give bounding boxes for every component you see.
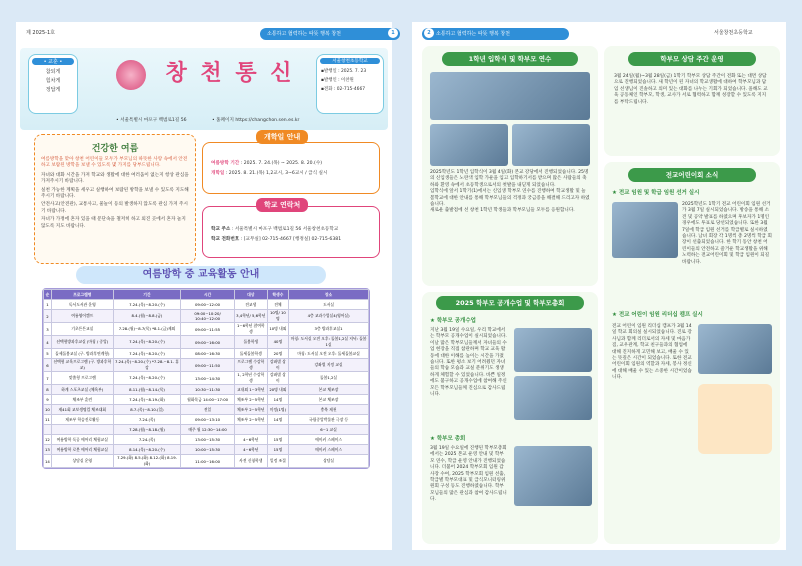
program-cell: 일정 조절 <box>267 455 289 468</box>
program-cell: 체조부 훈련 <box>51 395 113 405</box>
program-cell: 10:00~15:30 <box>181 445 235 455</box>
issue-date: ▪발행일 : 2025. 7. 23 <box>321 69 367 74</box>
contact-box <box>202 206 380 258</box>
program-row <box>44 415 369 425</box>
program-row <box>44 435 369 445</box>
program-row <box>44 310 369 323</box>
freshman-body: 2025학년도 1학년 입학식이 3월 4일(화) 본교 강당에서 진행되었습니다. 25명의 신입생들은 노란색 입학 가운을 입고 입학하기서를 받으며 많은 사람들의 축하와 환영 속에서 초등학생으로서의 첫발을 내딛게 되었습니다. 입학식에 앞서 1학기(1)에서는 신입생 학부모 연수를 진행하여 학교생활 및 늘봄학교에 대한 안내를 통해 학부모님들의 걱정과 궁금증을 해결해 드리고자 하였습니다. 새로운 출발점에 선 창천 1학년 학생들과 학부모님들 모두를 응원합니다. <box>430 170 590 214</box>
election-body: 2025학년도 1학기 전교 어린이회 임원 선거가 3월 7일 실시되었습니다. 방송을 통해 소견 및 공약 발표를 하였으며 후보자가 1명인 경우에도 투표로 당선되었습니다. 또한 3월 7일에 학급 임원 선거를 학급별로 실시하였습니다. 남녀 회장 각 1명씩 총 2명씩 학급 회장이 선출되었습니다. 한 학기 동안 창천 어린이들의 안전하고 즐거운 학교생활을 위해 노력하는 전교어린이회 및 학급 임원이 되길 바랍니다. <box>682 202 772 265</box>
program-cell: 13 <box>44 445 52 455</box>
motto-item: 정답게 <box>45 87 61 93</box>
program-cell: 3층 방과후교실1 <box>289 323 369 336</box>
program-cell: 7.24.(목)~8.20.(수) <box>113 336 180 349</box>
program-column-header: 프로그램명 <box>51 290 113 300</box>
program-cell: 4 <box>44 336 52 349</box>
program-cell: 3 <box>44 323 52 336</box>
motto-box <box>28 54 78 114</box>
program-cell: 충북 제천 <box>289 405 369 415</box>
homepage-link[interactable]: • 홈페이지 https://changchon.sen.es.kr <box>212 118 300 123</box>
photo-election <box>612 202 678 258</box>
page-number-right: 2 <box>424 28 434 38</box>
program-cell: 7.24.(목)~8.20.(수) *7.28.~8.1. 휴강 <box>115 359 179 370</box>
photo-freshman-2 <box>512 124 590 166</box>
program-cell: 교내외 1~3학년 <box>234 385 267 395</box>
start-date: : 2025. 8. 21.(목) 1,2교시, 3~6교시 / 급식 실시 <box>225 171 328 177</box>
program-cell: 3,4학년/ 5,6학년 <box>234 310 267 323</box>
program-cell: 6~1 교실 <box>289 425 369 435</box>
program-cell: 선택형방과후교실 (마칭 / 중앙) <box>51 336 113 349</box>
program-cell: 강좌별 상이 <box>267 372 289 385</box>
left-page <box>16 22 395 550</box>
right-page <box>412 22 786 550</box>
program-cell: 20명 <box>267 349 289 359</box>
health-item: 실천 가능한 계획을 세우고 실행하여 보람된 방학을 보낼 수 있도록 지도해 주시기 바랍니다. <box>41 187 189 200</box>
program-cell: 마칭: 도서실 오전 오후: 돌세돌봄교실 <box>289 349 369 359</box>
program-cell: 7.24.(목) <box>113 415 180 425</box>
program-cell: 강좌별 상이 <box>267 359 289 372</box>
program-cell: 6 <box>44 359 52 372</box>
program-cell: 7.24.(목)~8.19.(화) <box>113 395 180 405</box>
program-cell: 여름방학 로봇 에어리 체험교실 <box>51 445 113 455</box>
health-intro: 여름방학을 맞아 창천 어린이들 모두가 부모님의 따뜻한 사랑 속에서 안전하고 보람된 방학을 보낼 수 있도록 몇 가지를 당부드립니다. <box>41 157 188 169</box>
program-cell: 1, 2학년 수강학생 <box>234 372 267 385</box>
program-cell: 09:00~12:00 <box>181 300 235 310</box>
health-item: 자녀와 대화 시간을 가져 학교와 생활에 대한 여러움이 없는지 항상 관심을 가져주시기 바랍니다. <box>41 172 189 185</box>
phone-value: : [교무실] 02-715-4667 [행정실] 02-715-6381 <box>240 237 342 243</box>
health-title: 건강한 여름 <box>91 144 139 154</box>
program-cell: 상담실 운영 <box>51 455 113 468</box>
program-cell <box>51 425 113 435</box>
council-title: 전교어린이회 소식 <box>628 168 756 182</box>
program-cell: 14명 <box>267 395 289 405</box>
school-address: • 서울특별시 마포구 백범로1길 56 <box>116 118 187 123</box>
program-cell: 7.28.(월)~8.7(목) *8.1.(금)제외 <box>113 323 180 336</box>
program-cell: 상담실 <box>289 455 369 468</box>
flower-icon <box>116 60 146 90</box>
phone-label: 학교 전화번호 <box>211 237 240 243</box>
program-cell: 10:30~11:30 <box>181 385 235 395</box>
program-cell: 1 <box>44 300 52 310</box>
program-cell: 월화목금 14:00~17:00 <box>181 395 235 405</box>
vacation-label: 여름방학 기간 <box>211 161 240 166</box>
health-box <box>34 134 196 264</box>
vacation-period: : 2025. 7. 24.(목) ~ 2025. 8. 20.(수) <box>240 161 323 166</box>
open-class-body: 지난 3월 19일 수요일, 우리 학교에서는 학부모 공개수업이 실시되었습니다. 이날 많은 학부모님들께서 자녀들의 수업 현장을 직접 참관하며 학교 교육 활동에 대한 이해를 높이는 시간을 가졌습니다. 또한 평소 보기 어려웠던 자녀들의 학습 모습과 교실 분위기도 생생하게 체험할 수 있었습니다. 바쁜 일정에도 불구하고 공개수업에 참여해 주신 모든 학부모님들께 진심으로 감사드립니다. <box>430 328 507 398</box>
program-cell: 기초튼튼교실 <box>51 323 113 336</box>
program-cell: 하계 스포츠교실 (체육부) <box>51 385 113 395</box>
program-cell: 7.24.(목)~8.20.(수) <box>113 300 180 310</box>
program-cell: 체조부 2~5학년 <box>234 405 267 415</box>
contact-title: 학교 연락처 <box>256 198 308 212</box>
program-cell: 8 <box>44 385 52 395</box>
program-cell: 여름영어캠프 <box>51 310 113 323</box>
program-cell: 12 <box>44 435 52 445</box>
program-cell: 15명 <box>267 445 289 455</box>
motto-title: • 교훈 • <box>32 58 74 65</box>
program-cell: 4~6학년 <box>234 435 267 445</box>
program-cell: 7.28.(월)~8.18.(월) <box>113 425 180 435</box>
program-cell: 13:00~14:30 <box>181 372 235 385</box>
program-cell: 13:00~15:30 <box>181 435 235 445</box>
program-cell: 20명 내외 <box>267 385 289 395</box>
program-title: 여름방학 중 교육활동 안내 <box>76 266 326 284</box>
parents-section <box>422 292 598 544</box>
slogan-text-right: 소통하고 협력하는 따뜻 행복 창천 <box>436 31 510 37</box>
program-row <box>44 336 369 349</box>
freshman-section <box>422 46 598 286</box>
program-cell: 10명 내외 <box>267 323 289 336</box>
program-cell: 전교생 <box>234 300 267 310</box>
publisher: ▪발행인 : 이찬원 <box>321 78 354 83</box>
program-cell: 8.4.(월)~8.8.(금) <box>113 310 180 323</box>
phone: ▪전화 : 02-715-4667 <box>321 87 366 92</box>
program-cell: 09:00~11:55 <box>181 323 235 336</box>
program-cell: 7.29.(화) 8.5.(화) 8.12.(화) 8.19.(화) <box>113 455 180 468</box>
program-cell: 사전 신청학생 <box>234 455 267 468</box>
program-row <box>44 323 369 336</box>
program-cell: 09:00~13:10 <box>181 415 235 425</box>
camp-title: ★ 전교 어린이 임원 리더십 캠프 실시 <box>612 312 703 318</box>
program-cell: 11 <box>44 415 52 425</box>
program-row <box>44 349 369 359</box>
program-cell: 체조부 2~5학년 <box>234 415 267 425</box>
address-label: 학교 주소 <box>211 227 231 232</box>
election-title: ★ 전교 임원 및 학급 임원 선거 실시 <box>612 190 700 196</box>
program-cell: 2 <box>44 310 52 323</box>
program-cell: 15명 <box>267 435 289 445</box>
left-header <box>16 22 395 46</box>
program-cell: 8.11.(월)~8.14.(목) <box>113 385 180 395</box>
motto-item: 참되게 <box>45 69 61 75</box>
slogan-text: 소통하고 협력하는 따뜻 행복 창천 <box>267 31 341 37</box>
program-table <box>43 289 369 468</box>
program-cell: 7 <box>44 372 52 385</box>
photo-entrance-ceremony <box>430 72 590 120</box>
health-item: 자녀가 가정에 혼자 있을 때 문단속을 철저히 하고 외진 곳에서 혼자 놀지 않도록 지도 바랍니다. <box>41 217 186 229</box>
program-table-wrap <box>42 288 370 469</box>
program-cell: 돌봄1,2실 <box>289 372 369 385</box>
council-section <box>604 162 780 544</box>
program-cell: 10 <box>44 405 52 415</box>
program-cell: 7.24.(목)~8.20.(수) <box>113 349 180 359</box>
program-cell: 본교 체조장 <box>289 385 369 395</box>
program-cell: 7.24.(목)~8.20.(수) <box>113 372 180 385</box>
counsel-body: 3월 24일(월)~3월 28일(금) 1학기 학부모 상담 주간이 전화 또는 대면 상담으로 진행되었습니다. 새 학년이 된 자녀의 학교생활에 대하여 학부모님과 담임 선생님이 진솔하고 의미 있는 대화를 나누는 기회가 되었습니다. 올해도 교육 공동체인 학부모, 학생, 교사가 서로 협력하고 함께 성장할 수 있도록 지지를 부탁드립니다. <box>614 74 768 105</box>
program-cell: 독서도서관 운영 <box>51 300 113 310</box>
photo-open-class-1 <box>514 328 592 372</box>
program-cell: 마칭: 도서실 오전 오후: 돌봄1,2실 저녁: 돌봄1실 <box>289 336 369 349</box>
program-row <box>44 359 369 372</box>
program-cell: 14 <box>44 455 52 468</box>
program-column-header: 장소 <box>289 290 369 300</box>
program-cell: 1~6학년 참여학생 <box>234 323 267 336</box>
program-column-header: 순 <box>44 290 52 300</box>
program-cell: 09:00~10:20/ 10:40~12:00 <box>181 310 235 323</box>
program-row <box>44 425 369 435</box>
program-column-header: 시간 <box>181 290 235 300</box>
masthead <box>20 48 388 130</box>
program-row <box>44 395 369 405</box>
photo-camp-1 <box>698 324 772 374</box>
program-cell <box>267 425 289 435</box>
program-row <box>44 385 369 395</box>
program-cell: 강좌별 지정 교실 <box>289 359 369 372</box>
program-cell: 제조부 학습진로활동 <box>51 415 113 425</box>
photo-parent-meeting <box>514 446 592 506</box>
program-cell: 제41회 교보생명컵 체조대회 <box>51 405 113 415</box>
program-cell: 08:00~16:30 <box>181 349 235 359</box>
motto-item: 힘차게 <box>45 78 61 84</box>
program-cell: 8.7.(목)~8.10.(일) <box>113 405 180 415</box>
slogan-pill-right <box>422 28 569 40</box>
program-cell: 4~6학년 <box>234 445 267 455</box>
photo-freshman-1 <box>430 124 508 166</box>
school-address-value: : 서울특별시 마포구 백범로1길 56 서울창천초등학교 <box>231 227 339 232</box>
info-title: 서울창천초등학교 <box>320 58 380 64</box>
program-cell: 돌세돌봄학생 <box>234 349 267 359</box>
program-cell: 국립중앙박물관 극장 등 <box>289 415 369 425</box>
camp-body: 전교 어린이 임원 리더십 캠프가 3월 14일 학교 회의실 실시되었습니다. 진로 강사님과 함께 리더로서의 자세 및 마음가짐, 교우관계, 학교 친구들과의 협업에 대해 진지하게 고민해 보고, 배울 수 있는 뜻깊은 시간이 되었습니다. 또한 전교어린이회 임원의 역할과 자세, 봉사 정신에 대해 배울 수 있는 소중한 시간이었습니다. <box>612 324 692 381</box>
program-cell <box>44 425 52 435</box>
counsel-section <box>604 46 780 156</box>
program-cell: 매주 월 12:30~14:00 <box>181 425 235 435</box>
program-cell: 09:00~16:00 <box>181 336 235 349</box>
program-cell: 프로그램 수강학생 <box>234 359 267 372</box>
program-cell: 여름방학 독공 에어리 체험교실 <box>51 435 113 445</box>
program-cell: 본교 체조장 <box>289 395 369 405</box>
program-cell: 에이커 스페이스 <box>289 435 369 445</box>
program-cell: 10명/ 10명 <box>267 310 289 323</box>
teacher-student-illustration <box>698 384 772 454</box>
photo-open-class-2 <box>514 376 592 420</box>
school-start-box <box>202 142 380 194</box>
freshman-title: 1학년 입학식 및 학부모 연수 <box>442 52 578 66</box>
parents-title: 2025 학부모 공개수업 및 학부모총회 <box>436 296 584 310</box>
program-cell: 7.24.(목) <box>113 435 180 445</box>
program-cell: 메이커 스페이스 <box>289 445 369 455</box>
program-cell: 전일 <box>181 405 235 415</box>
program-column-header: 기간 <box>113 290 180 300</box>
program-row <box>44 445 369 455</box>
issue-number: 제 2025-1호 <box>26 30 55 36</box>
program-cell: 8.14.(목)~8.20.(수) <box>113 445 180 455</box>
program-row <box>44 300 369 310</box>
program-cell: 맞춤형 프로그램 <box>51 372 113 385</box>
program-row <box>44 372 369 385</box>
program-cell: 선택형 교육프로그램 (구. 방과후학교) <box>51 359 113 372</box>
program-cell: 미정(1명) <box>267 405 289 415</box>
start-label: 개학일 <box>211 171 225 177</box>
program-cell: 돌봄학생 <box>234 336 267 349</box>
counsel-title: 학부모 상담 주간 운영 <box>628 52 756 66</box>
school-name-right: 서울창천초등학교 <box>714 30 753 36</box>
program-column-header: 학생수 <box>267 290 289 300</box>
program-row <box>44 455 369 468</box>
open-class-title: ★ 학부모 공개수업 <box>430 318 476 324</box>
meeting-title: ★ 학부모 총회 <box>430 436 466 442</box>
meeting-body: 3월 19일 수요일에 진행된 학부모총회에서는 2025 본교 운영 안내 및 학부모 연수, 학급 운영 안내가 진행되었습니다. 더불어 2024 학부모회 임원 감사장 수여, 2025 학부모회 임원 선출, 학급별 학부모대표 및 급식모니터링위원회 구성 등도 진행하였습니다. 학부모님들의 많은 관심과 참여 감사드립니다. <box>430 446 507 503</box>
program-cell: 11:00~16:00 <box>181 455 235 468</box>
program-cell: 9 <box>44 395 52 405</box>
program-cell: 14명 <box>267 415 289 425</box>
program-column-header: 대상 <box>234 290 267 300</box>
program-cell: 4층 교과수업실4(영어실) <box>289 310 369 323</box>
page-number: 1 <box>388 28 398 38</box>
slogan-pill <box>260 28 400 40</box>
program-cell: 체조부 2~5학년 <box>234 395 267 405</box>
program-cell <box>234 425 267 435</box>
newsletter-title: 창 천 통 신 <box>165 61 295 86</box>
program-cell: 전체 <box>267 300 289 310</box>
program-cell: 5 <box>44 349 52 359</box>
program-cell: 도서실 <box>289 300 369 310</box>
program-row <box>44 405 369 415</box>
school-start-title: 개학일 안내 <box>256 130 308 144</box>
program-cell: 돌세돌봄교실 (구. 방과후연계형) <box>51 349 113 359</box>
health-item: 안전사고(안전관), 교통사고, 물놀이 등의 발생하지 않도록 관심 가져 주시기 바랍니다. <box>41 202 188 214</box>
program-cell: 40명 <box>267 336 289 349</box>
program-cell: 09:00~11:50 <box>181 359 235 372</box>
publication-info <box>316 54 384 114</box>
